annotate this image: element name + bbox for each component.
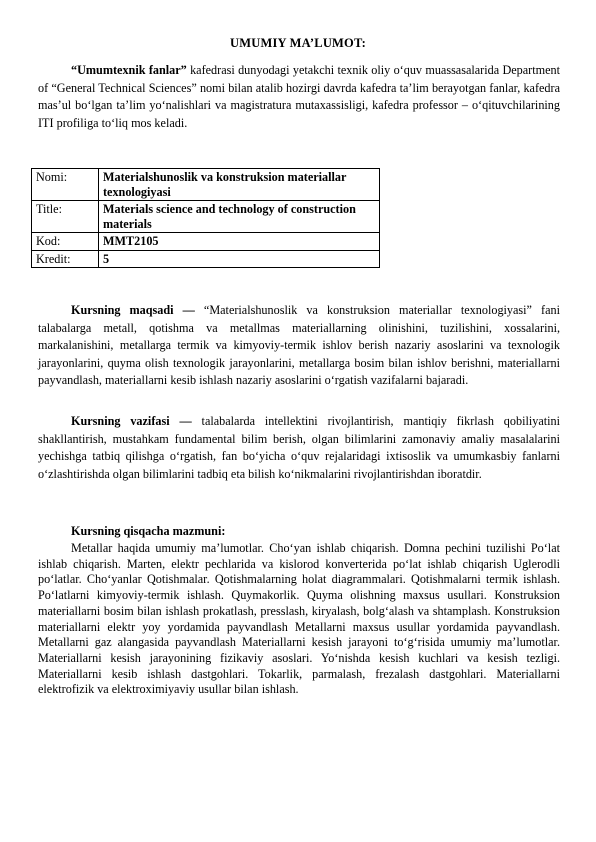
course-info-table xyxy=(31,168,380,268)
aim-text: “Materialshunoslik va konstruksion materiallar texnologiyasi” fani talabalarga metall, qotishma va metallmas materiallarning olinishini, tuzilishini, xossalarini, markalanishini, metallarga termik va kimyoviy-termik ishlov berish nazariy asoslarini va texnologik jarayonlarini, quyma olish texnologik jarayonlarini, metallarga bosim bilan ishlov berishni, materiallarni payvandlash, materiallarni kesib ishlash nazariy asoslarini o‘rgatish vazifalarni bajaradi. xyxy=(38,303,560,388)
task-paragraph xyxy=(38,413,560,483)
table-key-cell: Kod: xyxy=(32,233,99,251)
summary-heading: Kursning qisqacha mazmuni: xyxy=(71,524,226,538)
page-title: UMUMIY MA’LUMOT: xyxy=(230,36,366,50)
aim-paragraph xyxy=(38,302,560,390)
intro-lead: “Umumtexnik fanlar” xyxy=(71,63,187,77)
table-row xyxy=(32,250,380,268)
intro-text: kafedrasi dunyodagi yetakchi texnik oliy o‘quv muassasalarida Department of “General Technical Sciences” nomi bilan atalib hozirgi davrda kafedra ta’lim berayotgan fanlar, kafedra mas’ul bo‘lgan ta’lim yo‘nalishlari va magistratura mutaxassisligi, kafedra professor – o‘qituvchilarining ITI profiliga to‘liq mos keladi. xyxy=(38,63,560,130)
table-row xyxy=(32,201,380,233)
table-value-cell: 5 xyxy=(99,250,380,268)
aim-lead: Kursning maqsadi — xyxy=(71,303,195,317)
table-row xyxy=(32,169,380,201)
task-lead: Kursning vazifasi — xyxy=(71,414,192,428)
table-row xyxy=(32,233,380,251)
table-key-cell: Nomi: xyxy=(32,169,99,201)
intro-paragraph xyxy=(38,62,560,132)
table-key-cell: Title: xyxy=(32,201,99,233)
task-text: talabalarda intellektini rivojlantirish, mantiqiy fikrlash qobiliyatini shakllantirish, mustahkam fundamental bilim berish, olgan bilimlarini zamonaviy amaliy masalalarini yechishga tatbiq qilishga o‘rgatish, fan bo‘yicha o‘quv rejalaridagi ixtisoslik va umumkasbiy fanlarni o‘zlashtirishda olgan bilimlarini tadbiq eta bilish ko‘nikmalarini rivojlantirishdan iboratdir. xyxy=(38,414,560,481)
table-value-cell: Materialshunoslik va konstruksion materiallar texnologiyasi xyxy=(99,169,380,201)
table-value-cell: Materials science and technology of construction materials xyxy=(99,201,380,233)
table-key-cell: Kredit: xyxy=(32,250,99,268)
table-value-cell: MMT2105 xyxy=(99,233,380,251)
summary-paragraph: Metallar haqida umumiy ma’lumotlar. Cho‘yan ishlab chiqarish. Domna pechini tuzilishi Po‘lat ishlab chiqarish. Marten, elektr pechlarida va kislorod konverterida po‘lat ishlab chiqarish Uglerodli po‘latlar. Cho‘yanlar Qotishmalar. Qotishmalarning holat diagrammalari. Qotishmalarni termik ishlash. Po‘latlarni kimyoviy-termik ishlash. Quymakorlik. Quyma olishning maxsus usullari. Konstruksion materiallarni bosim bilan ishlash prokatlash, presslash, kiryalash, bolg‘alash va shtamplash. Konstruksion materiallarni elektr yoy yordamida payvandlash Metallarni maxsus usullar yordamida payvandlash. Metallarni gaz alangasida payvandlash Materiallarni kesish jarayoni to‘g‘risida umumiy ma’lumotlar. Materiallarni kesish jarayonining fizikaviy asoslari. Yo‘nishda kesish kuchlari va kesish tezligi. Materiallarni kesib ishlash dastgohlari. Tokarlik, parmalash, frezalash dastgohlari. Materiallarni elektrofizik va elektroximiyaviy usullar bilan ishlash. xyxy=(38,541,560,697)
